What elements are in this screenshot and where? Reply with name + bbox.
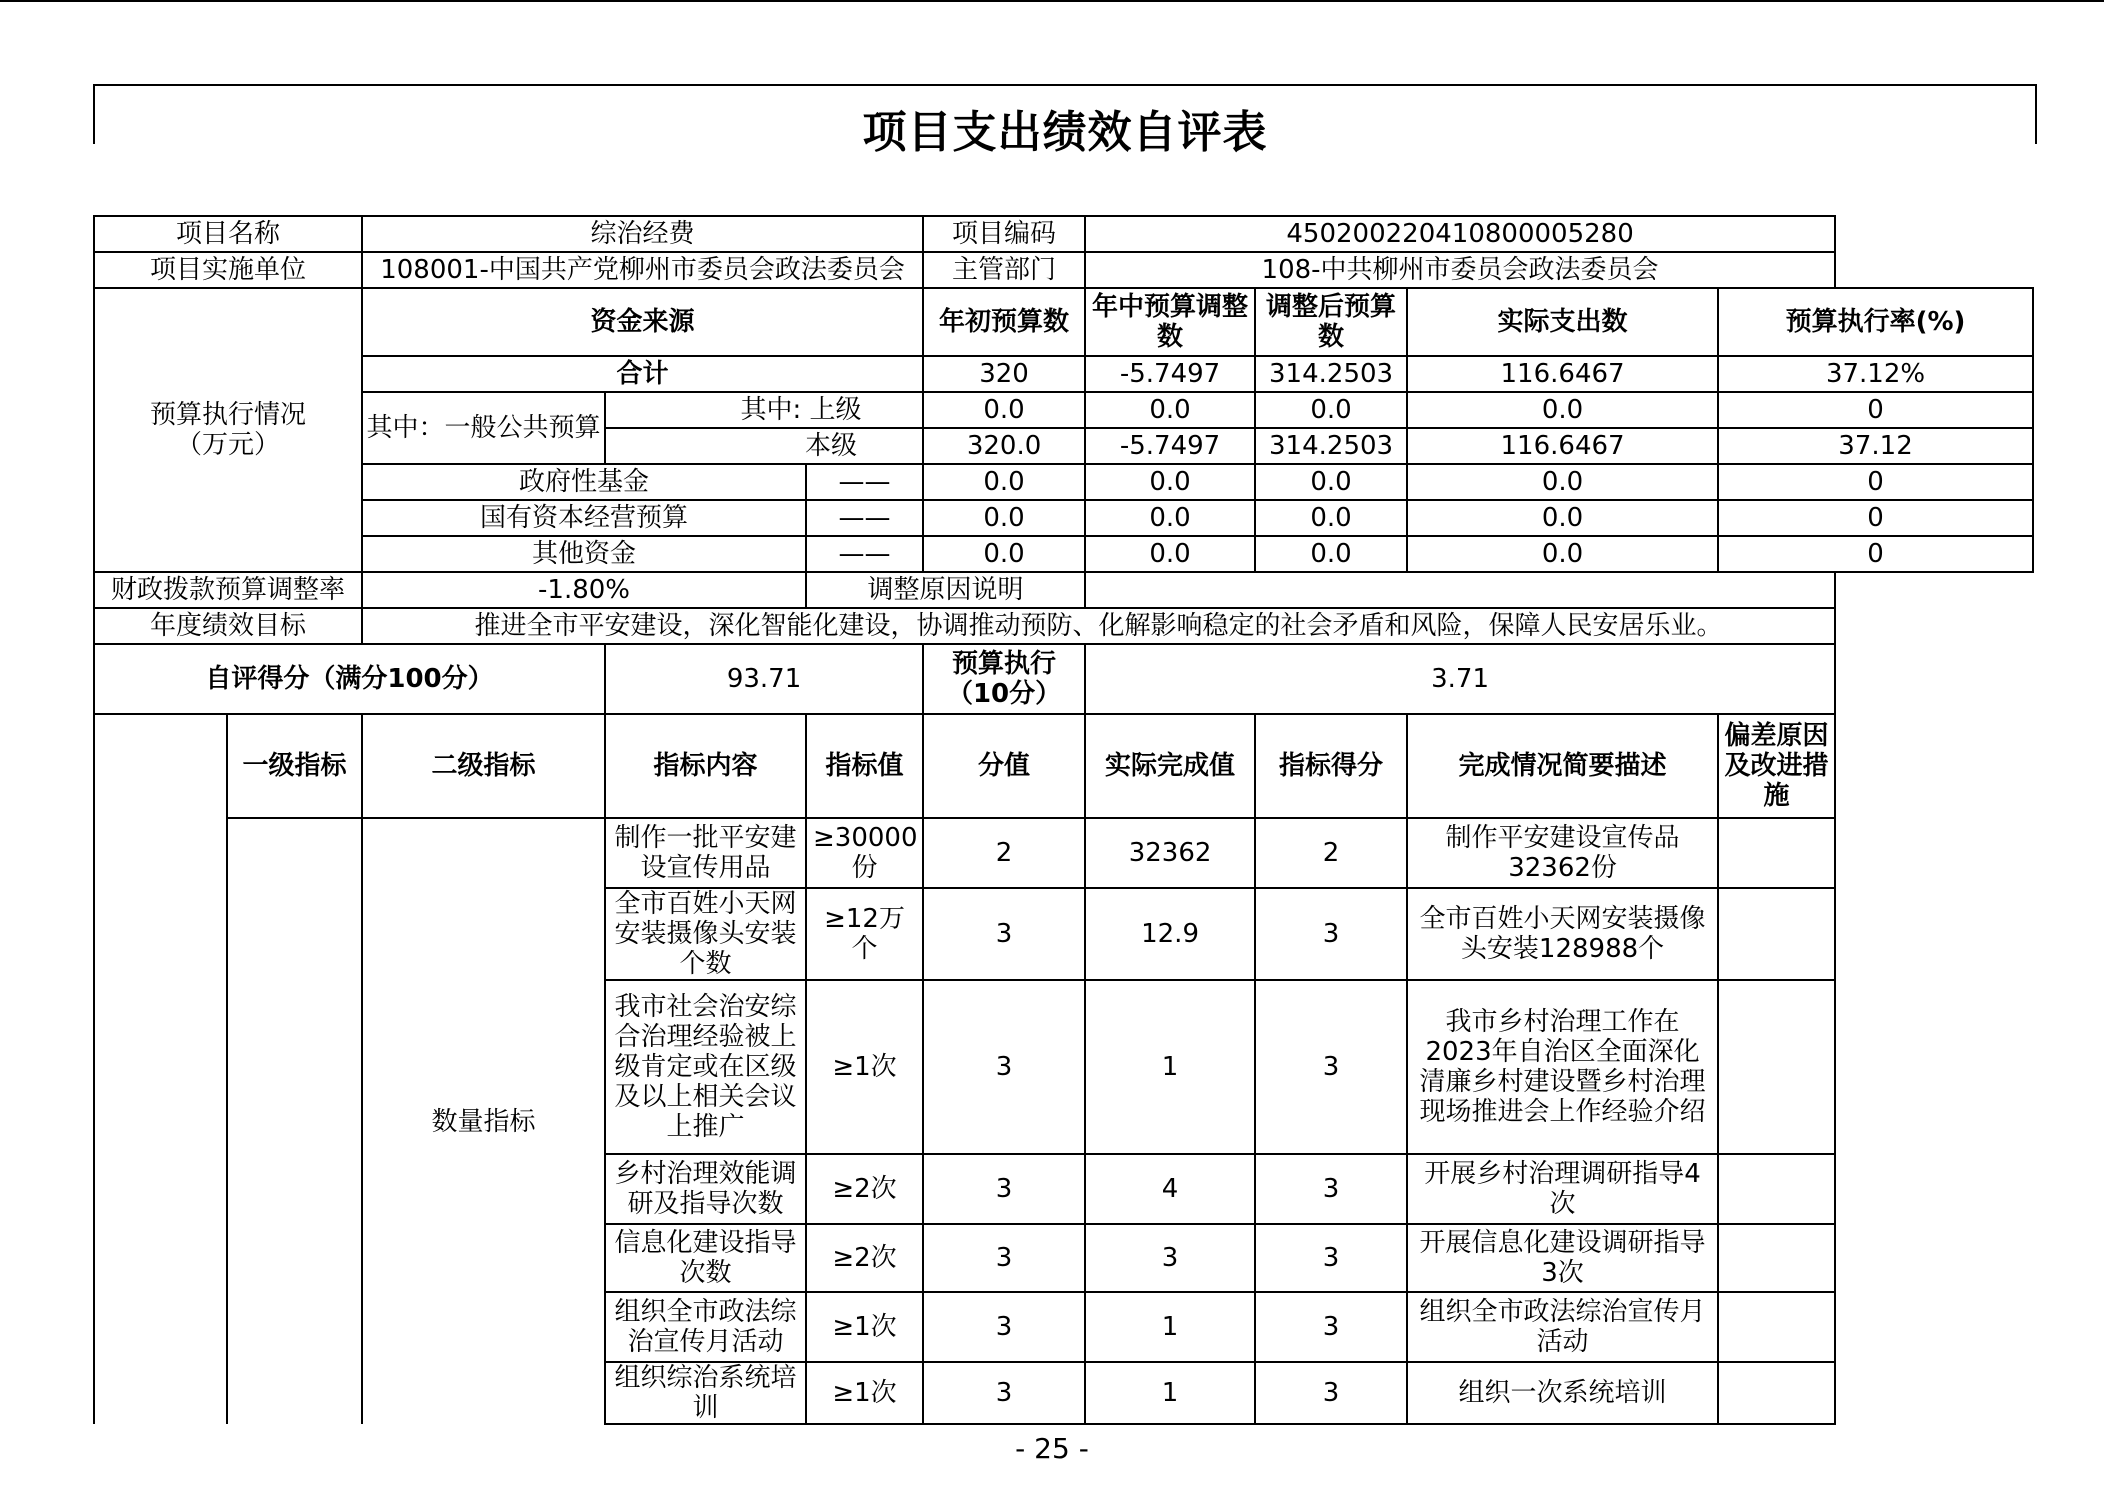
indicator-deviation (1718, 1362, 1835, 1424)
indicator-content: 乡村治理效能调研及指导次数 (605, 1154, 806, 1224)
budget-exec-label: 预算执行（10分） (923, 644, 1085, 714)
indicator-content: 组织全市政法综治宣传月活动 (605, 1292, 806, 1362)
dept-label: 主管部门 (923, 252, 1085, 288)
indicator-actual: 1 (1085, 1292, 1255, 1362)
indicator-header-summary: 完成情况简要描述 (1407, 714, 1718, 818)
header-actual: 实际支出数 (1407, 288, 1718, 356)
indicator-deviation (1718, 888, 1835, 980)
indicator-weight: 2 (923, 818, 1085, 888)
indicator-summary: 开展乡村治理调研指导4次 (1407, 1154, 1718, 1224)
project-code-label: 项目编码 (923, 216, 1085, 252)
indicator-header-actual: 实际完成值 (1085, 714, 1255, 818)
row-indicator-header (94, 714, 2033, 818)
indicator-summary: 组织全市政法综治宣传月活动 (1407, 1292, 1718, 1362)
indicator-content: 组织综治系统培训 (605, 1362, 806, 1424)
adjust-reason-label: 调整原因说明 (806, 572, 1085, 608)
gov-fund-actual: 0.0 (1407, 464, 1718, 500)
indicator-score: 3 (1255, 980, 1407, 1154)
header-rate: 预算执行率(%) (1718, 288, 2033, 356)
project-name-label: 项目名称 (94, 216, 362, 252)
gov-fund-label: 政府性基金 (362, 464, 806, 500)
indicator-score: 3 (1255, 1292, 1407, 1362)
indicator-header-deviation: 偏差原因及改进措施 (1718, 714, 1835, 818)
impl-unit: 108001-中国共产党柳州市委员会政法委员会 (362, 252, 923, 288)
local-actual: 116.6467 (1407, 428, 1718, 464)
quantity-label: 数量指标 (362, 818, 605, 1424)
header-adjusted: 调整后预算数 (1255, 288, 1407, 356)
row-upper (94, 392, 2033, 428)
indicator-summary: 制作平安建设宣传品32362份 (1407, 818, 1718, 888)
other-initial: 0.0 (923, 536, 1085, 572)
dept: 108-中共柳州市委员会政法委员会 (1085, 252, 1835, 288)
indicator-actual: 4 (1085, 1154, 1255, 1224)
page-number: - 25 - (1015, 1432, 1089, 1465)
budget-exec-value: 3.71 (1085, 644, 1835, 714)
local-adjusted: 314.2503 (1255, 428, 1407, 464)
goal-label: 年度绩效目标 (94, 608, 362, 644)
page-title: 项目支出绩效自评表 (862, 107, 1268, 158)
header-source: 资金来源 (362, 288, 923, 356)
other-adjusted: 0.0 (1255, 536, 1407, 572)
other-rate: 0 (1718, 536, 2033, 572)
indicator-header-weight: 分值 (923, 714, 1085, 818)
state-capital-label: 国有资本经营预算 (362, 500, 806, 536)
indicator-deviation (1718, 1154, 1835, 1224)
goal-text: 推进全市平安建设，深化智能化建设，协调推动预防、化解影响稳定的社会矛盾和风险，保障人民安居乐业。 (362, 608, 1835, 644)
gov-fund-rate: 0 (1718, 464, 2033, 500)
total-initial: 320 (923, 356, 1085, 392)
row-self-score (94, 644, 2033, 714)
row-impl-unit (94, 252, 2033, 288)
state-capital-rate: 0 (1718, 500, 2033, 536)
upper-rate: 0 (1718, 392, 2033, 428)
local-initial: 320.0 (923, 428, 1085, 464)
general-budget-label: 其中：一般公共预算 (362, 392, 605, 464)
upper-initial: 0.0 (923, 392, 1085, 428)
performance-table (93, 215, 2034, 1425)
impl-unit-label: 项目实施单位 (94, 252, 362, 288)
local-rate: 37.12 (1718, 428, 2033, 464)
gov-fund-adjusted: 0.0 (1255, 464, 1407, 500)
indicator-target: ≥12万个 (806, 888, 923, 980)
indicator-weight: 3 (923, 1292, 1085, 1362)
indicator-content: 制作一批平安建设宣传用品 (605, 818, 806, 888)
indicator-deviation (1718, 980, 1835, 1154)
indicator-weight: 3 (923, 980, 1085, 1154)
indicator-weight: 3 (923, 888, 1085, 980)
indicator-deviation (1718, 1292, 1835, 1362)
indicator-score: 3 (1255, 888, 1407, 980)
indicator-header-score: 指标得分 (1255, 714, 1407, 818)
budget-label: 预算执行情况（万元） (94, 288, 362, 572)
indicator-actual: 1 (1085, 980, 1255, 1154)
indicator-row (94, 818, 2033, 888)
state-capital-adjusted: 0.0 (1255, 500, 1407, 536)
indicator-header-target: 指标值 (806, 714, 923, 818)
indicator-target: ≥1次 (806, 980, 923, 1154)
indicator-deviation (1718, 818, 1835, 888)
indicator-actual: 3 (1085, 1224, 1255, 1292)
indicator-content: 信息化建设指导次数 (605, 1224, 806, 1292)
indicator-content: 全市百姓小天网安装摄像头安装个数 (605, 888, 806, 980)
state-capital-mid-adjust: 0.0 (1085, 500, 1255, 536)
indicator-weight: 3 (923, 1154, 1085, 1224)
project-code: 450200220410800005280 (1085, 216, 1835, 252)
indicator-weight: 3 (923, 1224, 1085, 1292)
gov-fund-dash: —— (806, 464, 923, 500)
other-mid-adjust: 0.0 (1085, 536, 1255, 572)
indicator-summary: 开展信息化建设调研指导3次 (1407, 1224, 1718, 1292)
gov-fund-mid-adjust: 0.0 (1085, 464, 1255, 500)
indicator-target: ≥30000份 (806, 818, 923, 888)
level1-cell (227, 818, 362, 1424)
indicator-target: ≥1次 (806, 1362, 923, 1424)
upper-adjusted: 0.0 (1255, 392, 1407, 428)
total-actual: 116.6467 (1407, 356, 1718, 392)
upper-mid-adjust: 0.0 (1085, 392, 1255, 428)
indicator-summary: 我市乡村治理工作在2023年自治区全面深化清廉乡村建设暨乡村治理现场推进会上作经验介绍 (1407, 980, 1718, 1154)
adjust-rate: -1.80% (362, 572, 806, 608)
indicator-header-level1: 一级指标 (227, 714, 362, 818)
state-capital-actual: 0.0 (1407, 500, 1718, 536)
indicator-header-level2: 二级指标 (362, 714, 605, 818)
row-annual-goal (94, 608, 2033, 644)
title-box (93, 84, 2037, 158)
indicator-actual: 32362 (1085, 818, 1255, 888)
indicator-score: 3 (1255, 1362, 1407, 1424)
other-label: 其他资金 (362, 536, 806, 572)
state-capital-initial: 0.0 (923, 500, 1085, 536)
indicator-target: ≥2次 (806, 1224, 923, 1292)
total-label: 合计 (362, 356, 923, 392)
local-mid-adjust: -5.7497 (1085, 428, 1255, 464)
row-total (94, 356, 2033, 392)
header-mid-adjust: 年中预算调整数 (1085, 288, 1255, 356)
row-other-funds (94, 536, 2033, 572)
total-mid-adjust: -5.7497 (1085, 356, 1255, 392)
adjust-reason (1085, 572, 1835, 608)
indicator-target: ≥1次 (806, 1292, 923, 1362)
indicator-content: 我市社会治安综合治理经验被上级肯定或在区级及以上相关会议上推广 (605, 980, 806, 1154)
indicator-deviation (1718, 1224, 1835, 1292)
blank-left-cell (94, 714, 227, 1424)
project-name: 综治经费 (362, 216, 923, 252)
header-initial: 年初预算数 (923, 288, 1085, 356)
indicator-header-content: 指标内容 (605, 714, 806, 818)
upper-label: 其中: 上级 (605, 392, 923, 428)
total-adjusted: 314.2503 (1255, 356, 1407, 392)
other-actual: 0.0 (1407, 536, 1718, 572)
state-capital-dash: —— (806, 500, 923, 536)
indicator-score: 3 (1255, 1154, 1407, 1224)
indicator-target: ≥2次 (806, 1154, 923, 1224)
row-budget-header (94, 288, 2033, 356)
upper-actual: 0.0 (1407, 392, 1718, 428)
adjust-rate-label: 财政拨款预算调整率 (94, 572, 362, 608)
self-score-value: 93.71 (605, 644, 923, 714)
other-dash: —— (806, 536, 923, 572)
row-project-name (94, 216, 2033, 252)
row-state-capital (94, 500, 2033, 536)
local-label: 本级 (605, 428, 923, 464)
row-adjust-rate (94, 572, 2033, 608)
indicator-weight: 3 (923, 1362, 1085, 1424)
self-score-label: 自评得分（满分100分） (94, 644, 605, 714)
page-top-border (0, 0, 2104, 2)
gov-fund-initial: 0.0 (923, 464, 1085, 500)
total-rate: 37.12% (1718, 356, 2033, 392)
indicator-summary: 组织一次系统培训 (1407, 1362, 1718, 1424)
row-gov-fund (94, 464, 2033, 500)
indicator-summary: 全市百姓小天网安装摄像头安装128988个 (1407, 888, 1718, 980)
indicator-score: 2 (1255, 818, 1407, 888)
indicator-actual: 1 (1085, 1362, 1255, 1424)
indicator-actual: 12.9 (1085, 888, 1255, 980)
indicator-score: 3 (1255, 1224, 1407, 1292)
